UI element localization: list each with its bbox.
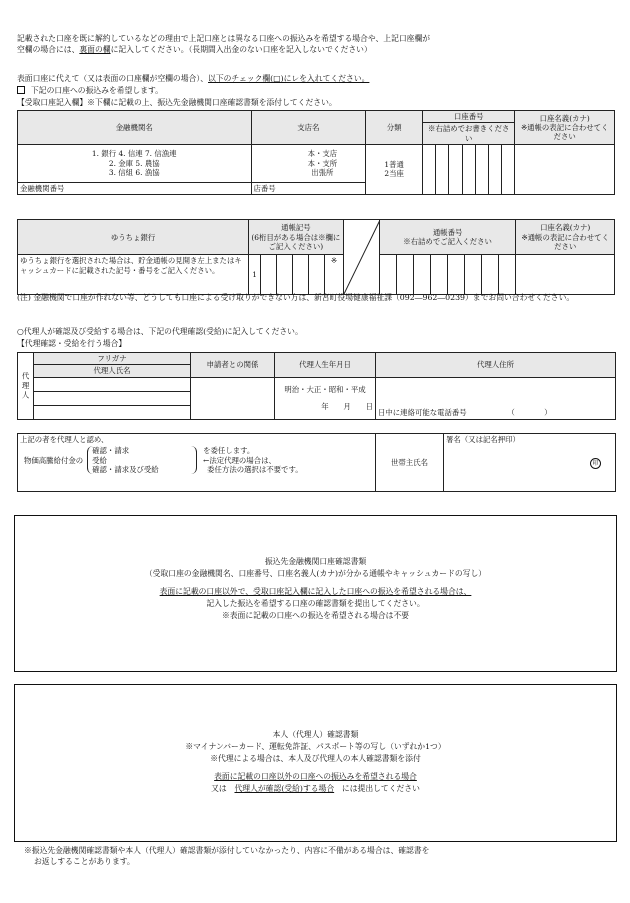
footer-line1: ※振込先金融機関確認書類や本人（代理人）確認書類が添付していなかったり、内容に不備がある場合は、確認書を bbox=[24, 846, 430, 855]
box2-line3: 表面に記載の口座以外の口座への振込みを希望される場合 bbox=[214, 772, 417, 782]
yucho-table bbox=[17, 219, 615, 295]
box1-line1: 表面に記載の口座以外で、受取口座記入欄に記入した口座への振込を希望される場合は、 bbox=[159, 587, 472, 597]
box1-subtitle: （受取口座の金融機関名、口座番号、口座名義人(カナ)が分かる通帳やキャッシュカードの写し） bbox=[144, 569, 487, 579]
account-type-options[interactable] bbox=[366, 144, 423, 194]
bank-code-label: 金融機関番号 bbox=[20, 183, 65, 193]
authorization-cell bbox=[18, 434, 376, 492]
yucho-number-header bbox=[379, 220, 516, 255]
yucho-number-note: ※右詰めでご記入ください bbox=[403, 237, 492, 247]
checkbox-label: 下記の口座への振込みを希望します。 bbox=[31, 86, 163, 95]
proxy-intro: ○代理人が確認及び受給する場合は、下記の代理確認(受給)に記入してください。 bbox=[17, 327, 303, 336]
intro-line2-pre: 空欄の場合には、 bbox=[17, 44, 80, 54]
yucho-symbol-digit[interactable] bbox=[309, 255, 325, 295]
seal-mark: 印 bbox=[590, 458, 601, 469]
legal-proxy-note2: 委任方法の選択は不要です。 bbox=[207, 464, 303, 474]
account-checkbox-row[interactable] bbox=[17, 86, 163, 97]
era-options: 明治・大正・昭和・平成 bbox=[284, 384, 366, 394]
proxy-side-label bbox=[18, 353, 34, 420]
yucho-number-digit[interactable] bbox=[465, 255, 482, 295]
caution-note: (注) 金融機関で口座が作れない等、どうしても口座による受け取りができない方は、新宮町役場健康福祉課（092―962―0239）までお問い合わせください。 bbox=[17, 293, 575, 302]
branch-header: 支店名 bbox=[251, 111, 366, 145]
relation-header: 申請者との関係 bbox=[191, 353, 275, 378]
acct-type-current: 2当座 bbox=[384, 169, 404, 179]
ymd-label: 年 月 日 bbox=[321, 402, 373, 411]
diagonal-line bbox=[344, 220, 380, 294]
account-digit-cell[interactable] bbox=[475, 144, 488, 194]
yucho-note: ゆうちょ銀行を選択された場合は、貯金通帳の見開き左上またはキャッシュカードに記載された記号・番号をご記入ください。 bbox=[18, 255, 249, 295]
diagonal-cell bbox=[343, 220, 379, 295]
type-header: 分類 bbox=[366, 111, 423, 145]
address-header: 代理人住所 bbox=[376, 353, 616, 378]
yucho-symbol-note: (6桁目がある場合は※欄にご記入ください) bbox=[251, 232, 341, 251]
branch-type-options[interactable] bbox=[251, 144, 366, 182]
yucho-first-digit: 1 bbox=[249, 255, 261, 295]
footer-line2: お返しすることがあります。 bbox=[34, 856, 135, 866]
authorization-options bbox=[20, 446, 373, 474]
signature-cell[interactable] bbox=[444, 434, 616, 492]
proxy-table bbox=[17, 352, 616, 420]
account-digit-cell[interactable] bbox=[423, 144, 436, 194]
furigana-header: フリガナ bbox=[34, 353, 191, 365]
yucho-symbol-digit[interactable] bbox=[293, 255, 309, 295]
account-number-header: 口座番号 bbox=[423, 111, 515, 123]
box2-title: 本人（代理人）確認書類 bbox=[272, 730, 359, 739]
box1-title: 振込先金融機関口座確認書類 bbox=[264, 557, 367, 566]
bank-code-cell[interactable] bbox=[18, 182, 252, 194]
relation-input[interactable] bbox=[191, 377, 275, 419]
authorization-prefix: 物価高騰給付金の bbox=[24, 455, 84, 465]
option-confirm-request[interactable]: 確認・請求 bbox=[92, 446, 130, 456]
delegation-choice[interactable] bbox=[87, 446, 197, 474]
proxy-name-input-extra[interactable] bbox=[34, 405, 191, 419]
yucho-number-digit[interactable] bbox=[448, 255, 465, 295]
yucho-number-digit[interactable] bbox=[379, 255, 396, 295]
box1-line2: 記入した振込を希望する口座の確認書類を提出してください。 bbox=[206, 599, 425, 609]
box2-line4-pre: 又は bbox=[211, 784, 235, 794]
yucho-number-digit[interactable] bbox=[413, 255, 430, 295]
proxy-title: 【代理確認・受給を行う場合】 bbox=[17, 339, 127, 348]
intro-text bbox=[17, 34, 617, 55]
legal-proxy-note: ←法定代理の場合は、 bbox=[203, 455, 276, 465]
bank-account-table bbox=[17, 110, 615, 195]
footer-note bbox=[24, 846, 614, 867]
phone-label: 日中に連絡可能な電話番号 （ ） bbox=[378, 408, 552, 418]
yucho-holder-input[interactable] bbox=[516, 255, 615, 295]
account-checkbox[interactable] bbox=[17, 86, 25, 94]
yucho-symbol-label: 通帳記号 bbox=[281, 223, 311, 233]
account-digit-cell[interactable] bbox=[436, 144, 449, 194]
holder-header-label: 口座名義(カナ) bbox=[539, 113, 590, 123]
yucho-header: ゆうちょ銀行 bbox=[18, 220, 249, 255]
birthdate-input[interactable] bbox=[275, 377, 376, 419]
branch-types-row1: 本・支店 bbox=[307, 149, 338, 159]
yucho-holder-note: ※通帳の表記に合わせてください bbox=[521, 232, 609, 251]
account-section-title: 【受取口座記入欄】※下欄に記載の上、振込先金融機関口座確認書類を添付してください。 bbox=[17, 98, 337, 107]
check-instruction bbox=[17, 74, 617, 85]
yucho-number-digit[interactable] bbox=[499, 255, 516, 295]
box2-line4 bbox=[15, 783, 616, 795]
branch-code-cell[interactable] bbox=[251, 182, 366, 194]
holder-input[interactable] bbox=[515, 144, 615, 194]
instruction-pre: 表面口座に代えて（又は表面の口座欄が空欄の場合）、 bbox=[17, 74, 209, 83]
signature-label: 署名（又は記名押印） bbox=[446, 435, 520, 444]
account-number-note: ※右詰めでお書きください bbox=[423, 123, 515, 145]
branch-code-label: 店番号 bbox=[253, 183, 276, 193]
authorization-table bbox=[17, 433, 616, 492]
address-input[interactable] bbox=[376, 377, 616, 419]
box2-line1: ※マイナンバーカード、運転免許証、パスポート等の写し（いずれか1つ） bbox=[185, 742, 446, 752]
delegate-text: を委任します。 bbox=[203, 446, 255, 456]
yucho-holder-label: 口座名義(カナ) bbox=[540, 223, 591, 233]
box2-line4-underline: 代理人が確認(受給)する場合 bbox=[234, 784, 335, 794]
account-digit-cell[interactable] bbox=[449, 144, 462, 194]
authorization-line1: 上記の者を代理人と認め、 bbox=[20, 435, 109, 444]
intro-line2-post: に記入してください。（長期間入出金のない口座を記入しないでください） bbox=[110, 44, 372, 54]
branch-types-row3: 出張所 bbox=[311, 167, 334, 177]
bank-types-row2: 2. 金庫 5. 農協 bbox=[108, 158, 160, 168]
proxy-name-header: 代理人氏名 bbox=[34, 365, 191, 377]
holder-header bbox=[515, 111, 615, 145]
account-digit-cell[interactable] bbox=[502, 144, 515, 194]
intro-line2 bbox=[17, 45, 617, 56]
householder-label: 世帯主氏名 bbox=[376, 434, 444, 492]
yucho-sixth-digit[interactable] bbox=[325, 255, 343, 295]
bank-type-options[interactable] bbox=[18, 144, 252, 182]
proxy-name-input[interactable] bbox=[34, 391, 191, 405]
proxy-side-text: 代理人 bbox=[21, 371, 31, 400]
yucho-number-label: 通帳番号 bbox=[432, 227, 463, 237]
yucho-star-mark: ※ bbox=[330, 256, 338, 266]
yucho-number-digit[interactable] bbox=[430, 255, 447, 295]
account-digit-cell[interactable] bbox=[488, 144, 501, 194]
account-digit-cell[interactable] bbox=[462, 144, 475, 194]
option-both[interactable]: 確認・請求及び受給 bbox=[92, 464, 159, 474]
box2-line2: ※代理による場合は、本人及び代理人の本人確認書類を添付 bbox=[210, 754, 421, 764]
intro-line2-underline: 裏面の欄 bbox=[79, 44, 111, 54]
bank-types-row1: 1. 銀行 4. 信連 7. 信漁連 bbox=[91, 149, 177, 159]
account-document-box bbox=[14, 515, 617, 672]
box1-line3: ※表面に記載の口座への振込を希望される場合は不要 bbox=[221, 611, 410, 621]
acct-type-ordinary: 1普通 bbox=[384, 160, 404, 170]
intro-line1: 記載された口座を既に解約しているなどの理由で上記口座とは異なる口座への振込みを希望する場合や、上記口座欄が bbox=[17, 34, 431, 43]
bank-types-row3: 3. 信組 6. 漁協 bbox=[108, 167, 160, 177]
instruction-underline: 以下のチェック欄(□)にレを入れてください。 bbox=[208, 74, 370, 83]
option-receive[interactable]: 受給 bbox=[92, 455, 107, 465]
box2-line4-post: には提出してください bbox=[334, 784, 420, 794]
yucho-number-digit[interactable] bbox=[482, 255, 499, 295]
yucho-symbol-header bbox=[249, 220, 343, 255]
holder-header-note: ※通帳の表記に合わせてください bbox=[520, 122, 609, 141]
yucho-symbol-digit[interactable] bbox=[277, 255, 293, 295]
branch-types-row2: 本・支所 bbox=[307, 158, 338, 168]
yucho-holder-header bbox=[516, 220, 615, 255]
identity-document-box bbox=[14, 684, 617, 842]
birthdate-header: 代理人生年月日 bbox=[275, 353, 376, 378]
yucho-number-digit[interactable] bbox=[396, 255, 413, 295]
bank-name-header: 金融機関名 bbox=[18, 111, 252, 145]
furigana-input[interactable] bbox=[34, 377, 191, 391]
yucho-symbol-digit[interactable] bbox=[261, 255, 277, 295]
